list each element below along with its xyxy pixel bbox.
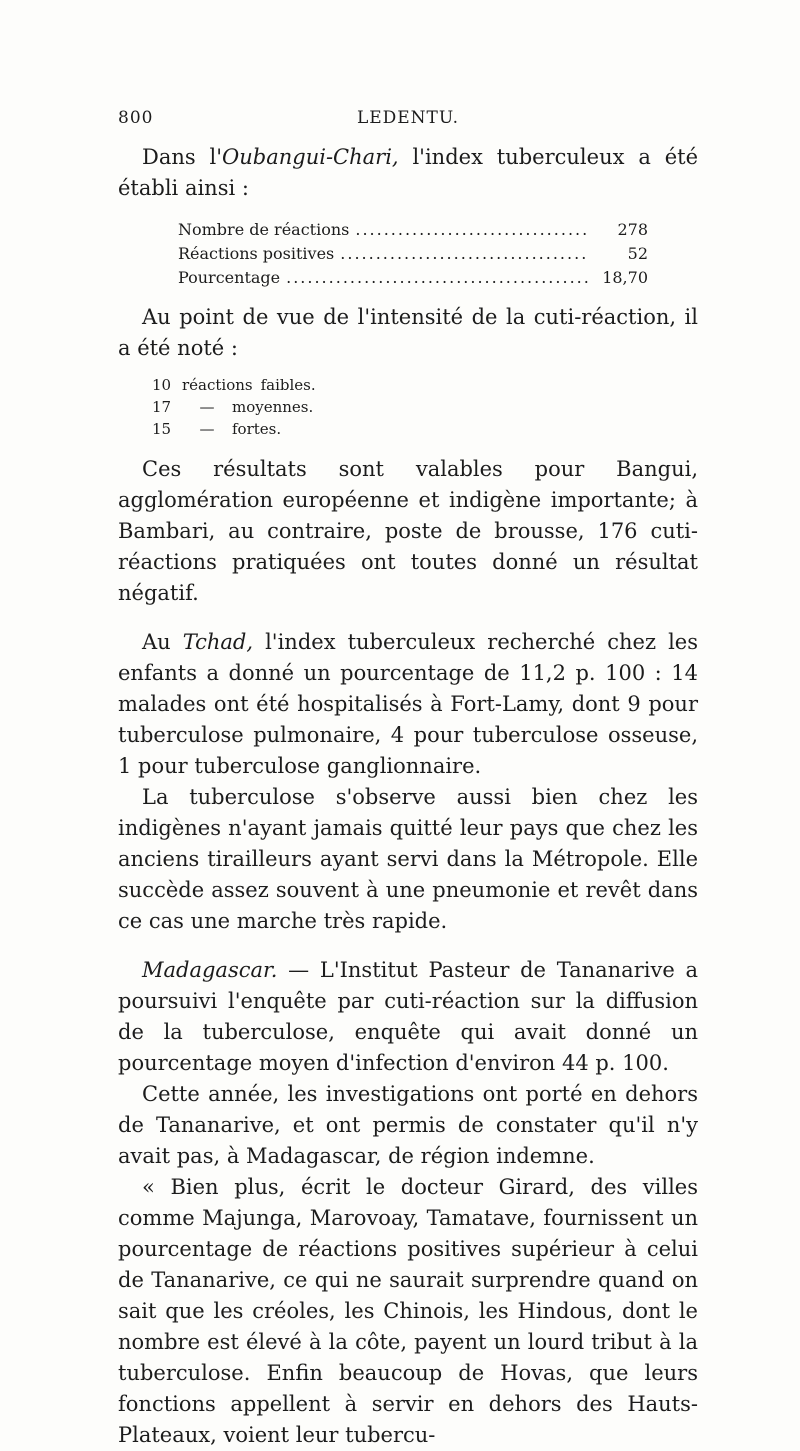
page: [118, 108, 698, 1451]
stats-row: Nombre de réactions ..... 278: [178, 218, 648, 242]
intensity-row: 17 — moyennes.: [152, 398, 314, 416]
paragraph-bangui: Ces résultats sont valables pour Bangui, agglomération européenne et indigène importante; à Bambari, au contraire, poste de brousse, 176 cuti-réactions pratiquées ont toutes donné un résultat négatif.: [118, 457, 698, 605]
paragraph-investigations: Cette année, les investigations ont porté en dehors de Tananarive, et ont permis de constater qu'il n'y avait pas, à Madagascar, de région indemne.: [118, 1082, 698, 1168]
stats-row: Réactions positives ..... 52: [178, 242, 648, 266]
intensity-row: 10 réactions faibles.: [152, 376, 316, 394]
paragraph-madagascar: Madagascar. — L'Institut Pasteur de Tananarive a poursuivi l'enquête par cuti-réaction sur la diffusion de la tuberculose, enquête qui avait donné un pourcentage moyen d'infection d'environ 44 p. 100.: [118, 958, 698, 1075]
page-number: 800: [118, 108, 154, 128]
paragraph-girard-quote: « Bien plus, écrit le docteur Girard, des villes comme Majunga, Marovoay, Tamatave, fournissent un pourcentage de réactions positives supérieur à celui de Tananarive, ce qui ne saurait surprendre quand on sait que les créoles, les Chinois, les Hindous, dont le nombre est élevé à la côte, payent un lourd tribut à la tuberculose. Enfin beaucoup de Hovas, que leurs fonctions appellent à servir en dehors des Hauts-Plateaux, voient leur tubercu-: [118, 1175, 698, 1447]
paragraph-intensity: Au point de vue de l'intensité de la cuti-réaction, il a été noté :: [118, 305, 698, 360]
intensity-list: [152, 374, 698, 440]
stats-row: Pourcentage ..... 18,70: [178, 266, 648, 290]
place-name: Oubangui-Chari,: [222, 145, 399, 169]
intensity-row: 15 — fortes.: [152, 420, 282, 438]
paragraph-oubangui: Dans l'Oubangui-Chari, l'index tuberculeux a été établi ainsi :: [118, 145, 699, 200]
running-header: [118, 108, 698, 128]
place-name: Madagascar.: [142, 958, 278, 982]
running-title: LEDENTU.: [356, 108, 460, 128]
place-name: Tchad,: [182, 630, 254, 654]
stats-table: [178, 218, 648, 290]
paragraph-tchad: Au Tchad, l'index tuberculeux recherché chez les enfants a donné un pourcentage de 11,2 p. 100 : 14 malades ont été hospitalisés à Fort-Lamy, dont 9 pour tuberculose pulmonaire, 4 pour tuberculose osseuse, 1 pour tuberculose ganglionnaire.: [118, 630, 698, 778]
paragraph-tuberculose: La tuberculose s'observe aussi bien chez les indigènes n'ayant jamais quitté leur pays que chez les anciens tirailleurs ayant servi dans la Métropole. Elle succède assez souvent à une pneumonie et revêt dans ce cas une marche très rapide.: [118, 785, 698, 933]
